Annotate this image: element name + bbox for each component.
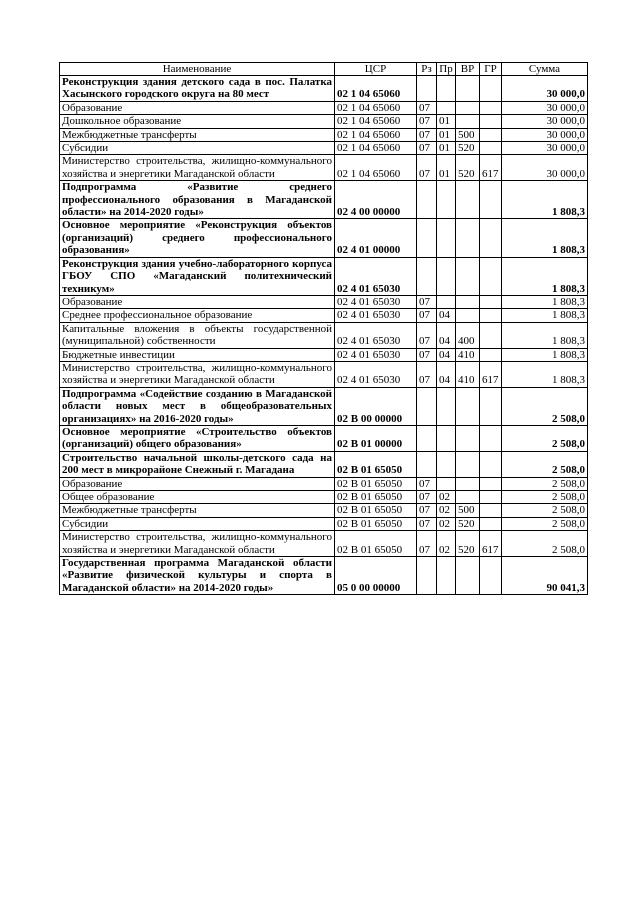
cell-gr (480, 257, 502, 295)
cell-sum: 1 808,3 (502, 257, 588, 295)
cell-rz: 07 (417, 348, 437, 361)
cell-gr (480, 477, 502, 490)
table-row (60, 504, 588, 517)
table-row (60, 128, 588, 141)
cell-name: Министерство строительства, жилищно-коммунального хозяйства и энергетики Магаданской области (60, 155, 335, 181)
cell-name: Основное мероприятие «Строительство объектов (организаций) общего образования» (60, 425, 335, 451)
cell-gr (480, 142, 502, 155)
cell-pr (437, 101, 456, 114)
cell-gr (480, 309, 502, 322)
cell-vr (456, 115, 480, 128)
cell-pr: 01 (437, 142, 456, 155)
cell-vr: 520 (456, 531, 480, 557)
cell-vr (456, 425, 480, 451)
header-csr: ЦСР (335, 63, 417, 76)
cell-name: Образование (60, 295, 335, 308)
header-pr: Пр (437, 63, 456, 76)
cell-csr: 02 4 01 65030 (335, 295, 417, 308)
cell-csr: 02 1 04 65060 (335, 128, 417, 141)
cell-pr (437, 257, 456, 295)
cell-name: Реконструкция здания учебно-лабораторного корпуса ГБОУ СПО «Магаданский политехнический техникум» (60, 257, 335, 295)
cell-name: Министерство строительства, жилищно-коммунального хозяйства и энергетики Магаданской области (60, 531, 335, 557)
table-row (60, 531, 588, 557)
cell-csr: 02 В 01 65050 (335, 491, 417, 504)
cell-sum: 2 508,0 (502, 517, 588, 530)
cell-vr: 410 (456, 348, 480, 361)
cell-vr (456, 181, 480, 219)
cell-rz (417, 557, 437, 595)
cell-sum: 2 508,0 (502, 504, 588, 517)
cell-vr (456, 295, 480, 308)
cell-sum: 90 041,3 (502, 557, 588, 595)
cell-pr: 04 (437, 361, 456, 387)
cell-csr: 02 1 04 65060 (335, 115, 417, 128)
cell-rz: 07 (417, 517, 437, 530)
cell-rz: 07 (417, 309, 437, 322)
cell-csr: 02 4 01 00000 (335, 219, 417, 257)
cell-rz: 07 (417, 142, 437, 155)
cell-name: Подпрограмма «Развитие среднего профессионального образования в Магаданской области» на 2014-2020 годы» (60, 181, 335, 219)
cell-name: Субсидии (60, 517, 335, 530)
cell-csr: 02 4 00 00000 (335, 181, 417, 219)
cell-csr: 02 1 04 65060 (335, 142, 417, 155)
table-row (60, 181, 588, 219)
cell-vr: 520 (456, 155, 480, 181)
cell-rz (417, 451, 437, 477)
budget-table (59, 62, 588, 595)
cell-name: Государственная программа Магаданской области «Развитие физической культуры и спорта в Магаданской области» на 2014-2020 годы» (60, 557, 335, 595)
cell-gr: 617 (480, 361, 502, 387)
cell-csr: 02 В 01 65050 (335, 504, 417, 517)
table-row (60, 517, 588, 530)
cell-rz: 07 (417, 477, 437, 490)
cell-csr: 02 4 01 65030 (335, 348, 417, 361)
cell-pr: 04 (437, 322, 456, 348)
cell-name: Подпрограмма «Содействие созданию в Магаданской области новых мест в общеобразовательных организациях» на 2016-2020 годы» (60, 387, 335, 425)
cell-sum: 1 808,3 (502, 309, 588, 322)
cell-name: Межбюджетные трансферты (60, 128, 335, 141)
cell-gr (480, 557, 502, 595)
cell-csr: 02 В 01 65050 (335, 451, 417, 477)
cell-gr (480, 425, 502, 451)
cell-gr (480, 295, 502, 308)
cell-rz (417, 181, 437, 219)
table-row (60, 348, 588, 361)
cell-sum: 2 508,0 (502, 491, 588, 504)
cell-name: Дошкольное образование (60, 115, 335, 128)
cell-sum: 2 508,0 (502, 451, 588, 477)
cell-rz: 07 (417, 361, 437, 387)
table-row (60, 257, 588, 295)
cell-vr: 520 (456, 517, 480, 530)
cell-rz (417, 257, 437, 295)
cell-sum: 1 808,3 (502, 322, 588, 348)
header-gr: ГР (480, 63, 502, 76)
cell-csr: 02 4 01 65030 (335, 309, 417, 322)
cell-sum: 2 508,0 (502, 531, 588, 557)
cell-vr (456, 76, 480, 102)
cell-pr (437, 295, 456, 308)
cell-csr: 02 В 01 65050 (335, 477, 417, 490)
cell-vr (456, 257, 480, 295)
cell-pr (437, 477, 456, 490)
cell-sum: 1 808,3 (502, 181, 588, 219)
cell-rz: 07 (417, 322, 437, 348)
cell-sum: 30 000,0 (502, 76, 588, 102)
cell-vr (456, 451, 480, 477)
cell-vr (456, 309, 480, 322)
cell-csr: 02 В 00 00000 (335, 387, 417, 425)
cell-rz: 07 (417, 531, 437, 557)
cell-gr (480, 517, 502, 530)
cell-vr (456, 387, 480, 425)
cell-name: Министерство строительства, жилищно-коммунального хозяйства и энергетики Магаданской области (60, 361, 335, 387)
cell-pr (437, 76, 456, 102)
cell-gr: 617 (480, 531, 502, 557)
cell-sum: 30 000,0 (502, 128, 588, 141)
cell-sum: 2 508,0 (502, 387, 588, 425)
cell-pr: 02 (437, 504, 456, 517)
cell-name: Среднее профессиональное образование (60, 309, 335, 322)
table-row (60, 101, 588, 114)
cell-pr (437, 425, 456, 451)
cell-pr: 02 (437, 491, 456, 504)
table-row (60, 387, 588, 425)
cell-rz: 07 (417, 504, 437, 517)
table-row (60, 142, 588, 155)
cell-gr (480, 101, 502, 114)
cell-csr: 05 0 00 00000 (335, 557, 417, 595)
cell-name: Бюджетные инвестиции (60, 348, 335, 361)
cell-vr: 400 (456, 322, 480, 348)
table-body (60, 76, 588, 595)
cell-pr: 01 (437, 128, 456, 141)
cell-csr: 02 1 04 65060 (335, 155, 417, 181)
cell-sum: 30 000,0 (502, 115, 588, 128)
cell-csr: 02 4 01 65030 (335, 361, 417, 387)
cell-csr: 02 В 01 00000 (335, 425, 417, 451)
cell-name: Реконструкция здания детского сада в пос. Палатка Хасынского городского округа на 80 мест (60, 76, 335, 102)
cell-pr: 01 (437, 155, 456, 181)
cell-name: Капитальные вложения в объекты государственной (муниципальной) собственности (60, 322, 335, 348)
cell-gr (480, 491, 502, 504)
cell-csr: 02 1 04 65060 (335, 101, 417, 114)
cell-rz: 07 (417, 295, 437, 308)
table-row (60, 322, 588, 348)
cell-sum: 1 808,3 (502, 361, 588, 387)
cell-vr: 500 (456, 504, 480, 517)
cell-pr: 02 (437, 517, 456, 530)
cell-pr: 04 (437, 348, 456, 361)
cell-gr (480, 115, 502, 128)
table-row (60, 76, 588, 102)
cell-vr (456, 477, 480, 490)
cell-csr: 02 В 01 65050 (335, 531, 417, 557)
cell-csr: 02 4 01 65030 (335, 322, 417, 348)
table-row (60, 425, 588, 451)
header-sum: Сумма (502, 63, 588, 76)
cell-pr (437, 181, 456, 219)
cell-pr: 01 (437, 115, 456, 128)
cell-csr: 02 4 01 65030 (335, 257, 417, 295)
cell-name: Общее образование (60, 491, 335, 504)
cell-sum: 30 000,0 (502, 155, 588, 181)
cell-vr: 410 (456, 361, 480, 387)
cell-name: Строительство начальной школы-детского сада на 200 мест в микрорайоне Снежный г. Магадана (60, 451, 335, 477)
header-name: Наименование (60, 63, 335, 76)
cell-pr (437, 451, 456, 477)
cell-sum: 1 808,3 (502, 295, 588, 308)
cell-rz (417, 387, 437, 425)
cell-vr (456, 219, 480, 257)
cell-name: Образование (60, 101, 335, 114)
cell-pr: 04 (437, 309, 456, 322)
table-row (60, 451, 588, 477)
cell-gr (480, 387, 502, 425)
cell-pr (437, 219, 456, 257)
cell-rz: 07 (417, 115, 437, 128)
cell-vr (456, 101, 480, 114)
cell-rz: 07 (417, 101, 437, 114)
table-row (60, 557, 588, 595)
table-row (60, 361, 588, 387)
table-row (60, 295, 588, 308)
header-row (60, 63, 588, 76)
cell-gr (480, 181, 502, 219)
cell-name: Межбюджетные трансферты (60, 504, 335, 517)
cell-pr: 02 (437, 531, 456, 557)
cell-sum: 2 508,0 (502, 425, 588, 451)
cell-vr: 520 (456, 142, 480, 155)
table-row (60, 219, 588, 257)
cell-rz (417, 219, 437, 257)
cell-vr (456, 557, 480, 595)
cell-gr (480, 128, 502, 141)
cell-gr (480, 76, 502, 102)
cell-rz: 07 (417, 128, 437, 141)
cell-name: Основное мероприятие «Реконструкция объектов (организаций) среднего профессионального образования» (60, 219, 335, 257)
cell-pr (437, 557, 456, 595)
table-row (60, 477, 588, 490)
table-row (60, 155, 588, 181)
cell-rz (417, 76, 437, 102)
cell-sum: 1 808,3 (502, 348, 588, 361)
cell-gr (480, 504, 502, 517)
cell-gr: 617 (480, 155, 502, 181)
cell-rz: 07 (417, 155, 437, 181)
table-row (60, 115, 588, 128)
cell-pr (437, 387, 456, 425)
header-vr: ВР (456, 63, 480, 76)
header-rz: Рз (417, 63, 437, 76)
cell-gr (480, 348, 502, 361)
cell-rz (417, 425, 437, 451)
cell-vr: 500 (456, 128, 480, 141)
cell-csr: 02 1 04 65060 (335, 76, 417, 102)
table-row (60, 491, 588, 504)
cell-csr: 02 В 01 65050 (335, 517, 417, 530)
cell-name: Образование (60, 477, 335, 490)
cell-sum: 30 000,0 (502, 101, 588, 114)
table-row (60, 309, 588, 322)
cell-gr (480, 219, 502, 257)
cell-sum: 30 000,0 (502, 142, 588, 155)
cell-gr (480, 451, 502, 477)
cell-vr (456, 491, 480, 504)
cell-sum: 1 808,3 (502, 219, 588, 257)
cell-name: Субсидии (60, 142, 335, 155)
cell-rz: 07 (417, 491, 437, 504)
cell-gr (480, 322, 502, 348)
cell-sum: 2 508,0 (502, 477, 588, 490)
